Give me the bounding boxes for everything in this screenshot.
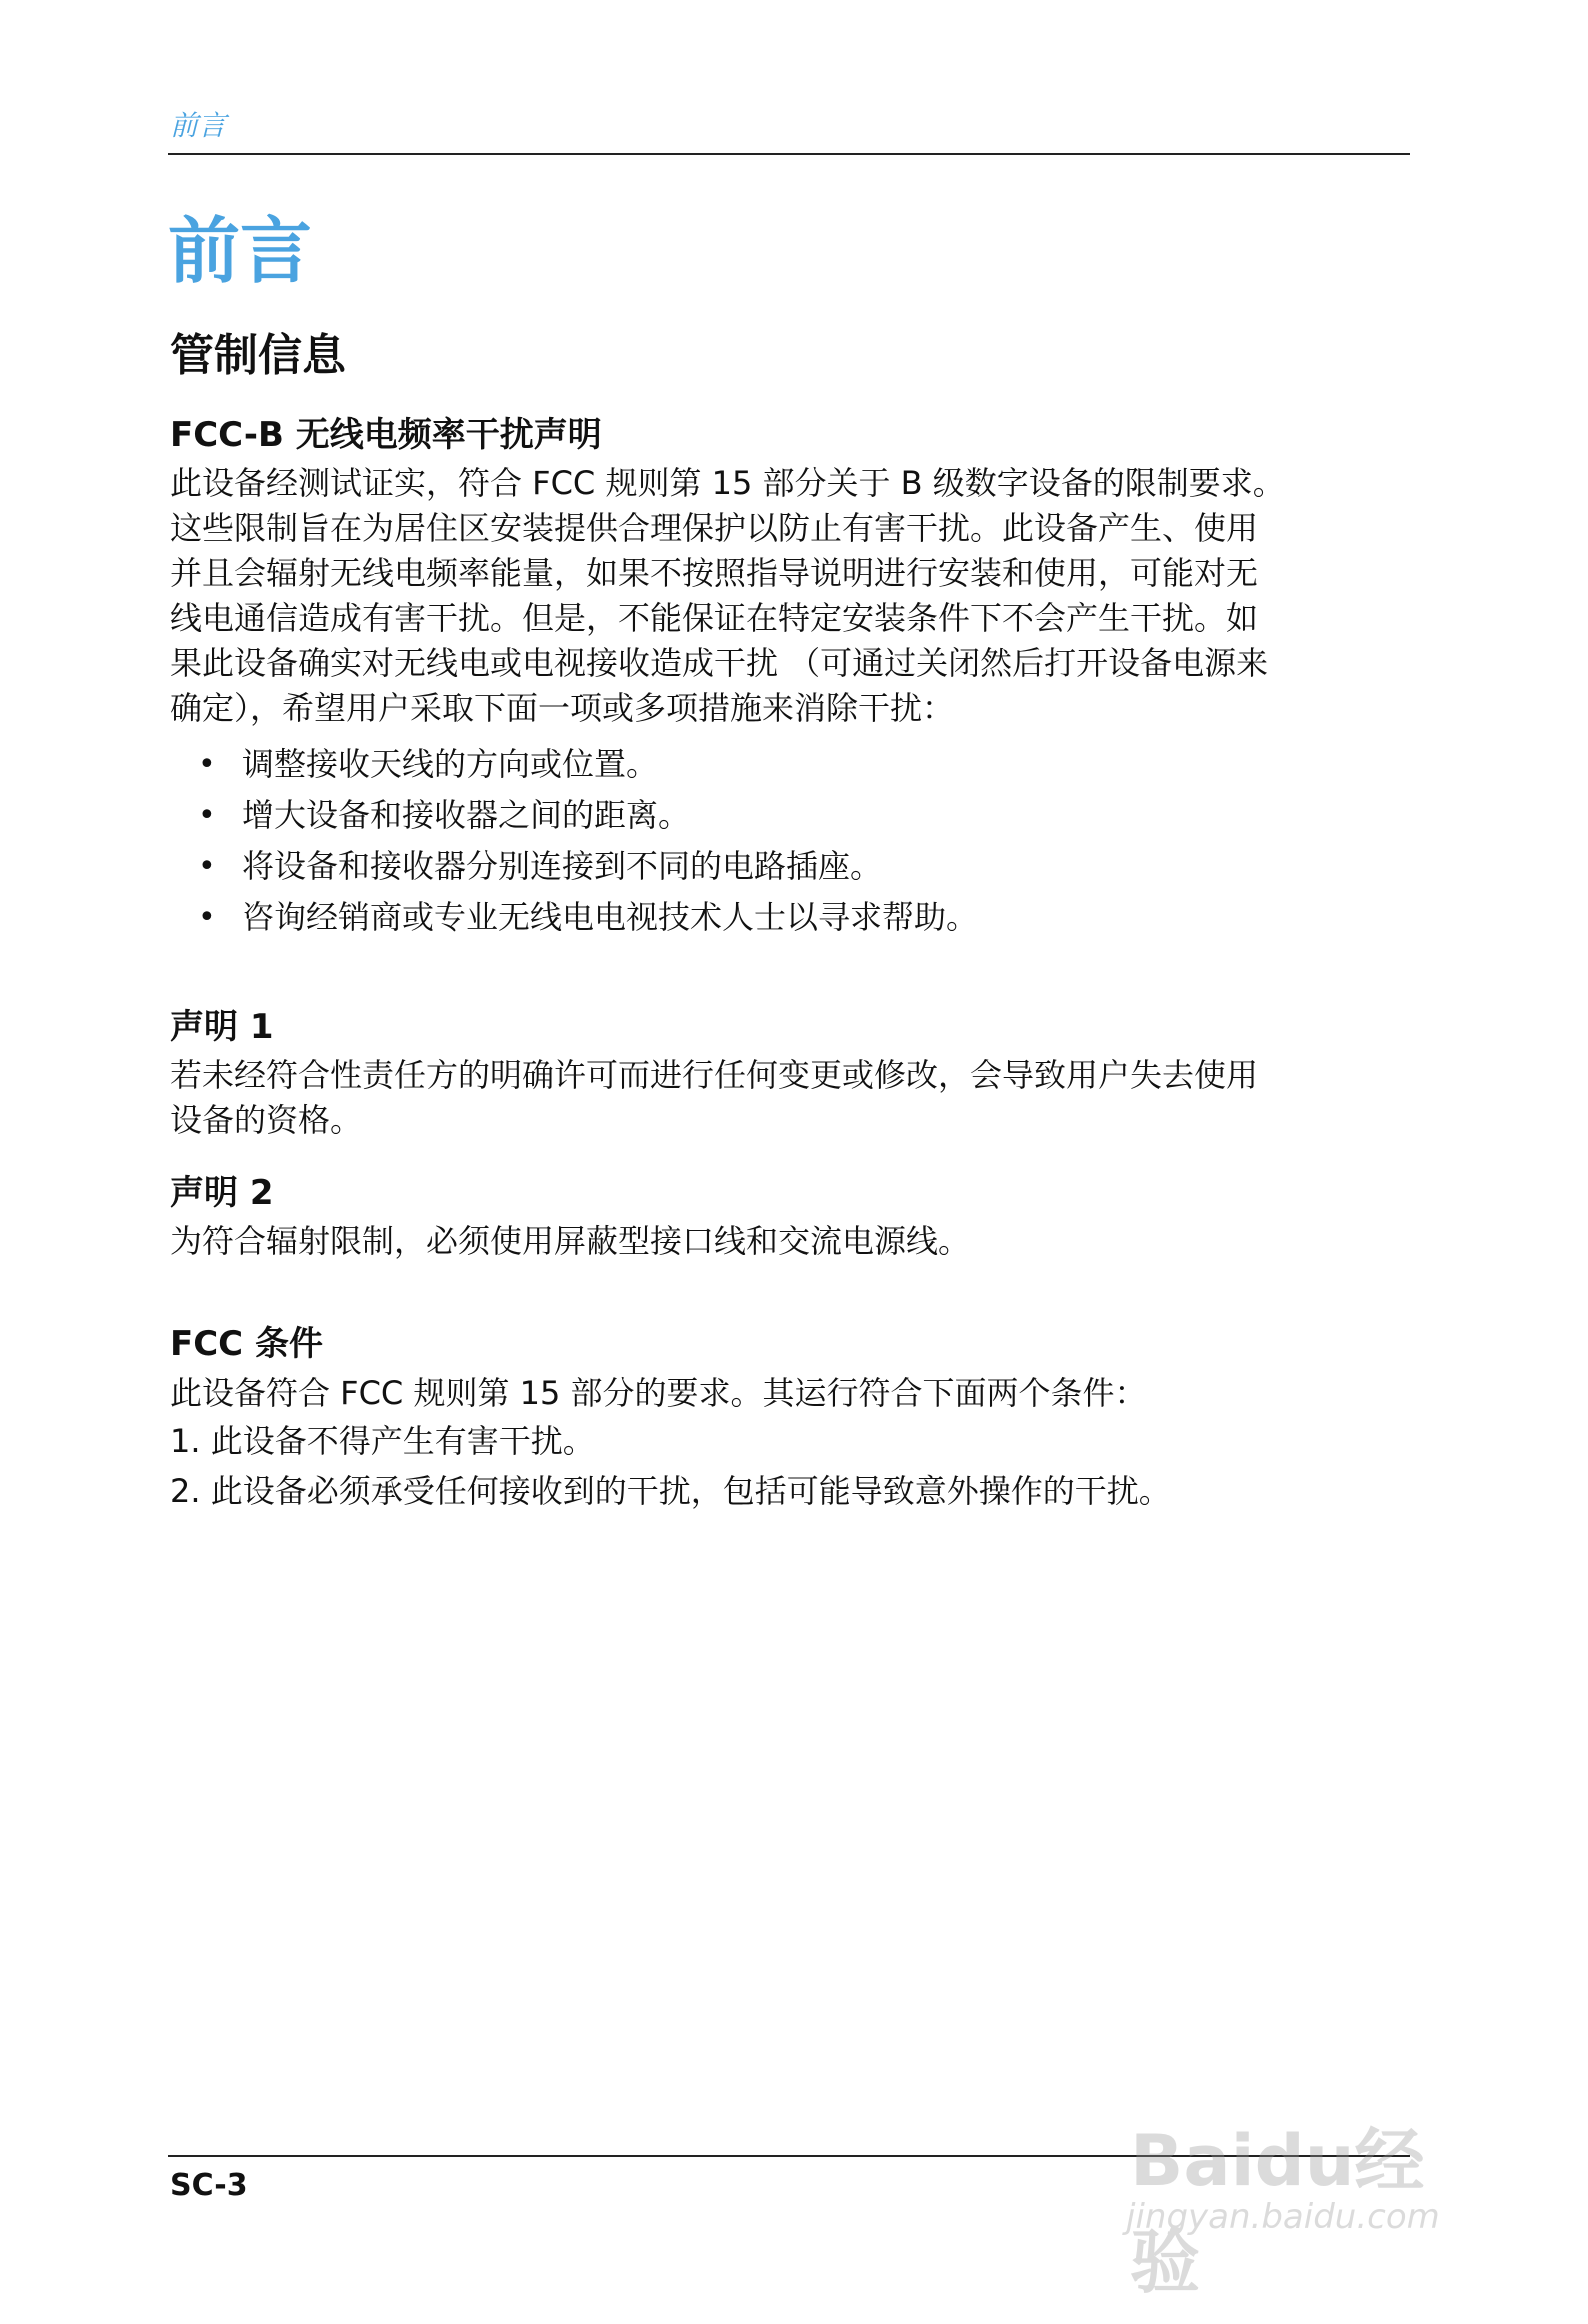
list-item: • 咨询经销商或专业无线电电视技术人士以寻求帮助。 [170,892,1420,943]
remedy-list [170,739,1420,943]
fcc-conditions-line-2: 1. 此设备不得产生有害干扰。 [170,1421,595,1460]
fcc-b-line-1: 此设备经测试证实，符合 FCC 规则第 15 部分关于 B 级数字设备的限制要求。 [170,463,1285,502]
fcc-conditions-line-1: 此设备符合 FCC 规则第 15 部分的要求。其运行符合下面两个条件： [170,1373,1147,1412]
section-heading: 管制信息 [170,330,346,381]
page-title: 前言 [168,209,313,293]
statement2-heading: 声明 2 [170,1173,274,1214]
statement1-line-1: 若未经符合性责任方的明确许可而进行任何变更或修改，会导致用户失去使用 [170,1056,1259,1095]
statement2-line-1: 为符合辐射限制，必须使用屏蔽型接口线和交流电源线。 [170,1222,971,1261]
list-item: • 增大设备和接收器之间的距离。 [170,790,1420,841]
header-rule [168,153,1410,155]
fcc-b-line-5: 果此设备确实对无线电或电视接收造成干扰 （可通过关闭然后打开设备电源来 [170,643,1269,682]
statement1-line-2: 设备的资格。 [170,1101,363,1140]
list-item: • 调整接收天线的方向或位置。 [170,739,1420,790]
fcc-b-line-2: 这些限制旨在为居住区安装提供合理保护以防止有害干扰。此设备产生、使用 [170,508,1259,547]
fcc-b-line-3: 并且会辐射无线电频率能量，如果不按照指导说明进行安装和使用，可能对无 [170,553,1259,592]
fcc-conditions-line-3: 2. 此设备必须承受任何接收到的干扰，包括可能导致意外操作的干扰。 [170,1471,1171,1510]
statement1-heading: 声明 1 [170,1006,274,1047]
baidu-watermark [1120,2085,1480,2303]
page-content [170,330,1420,1516]
fcc-b-line-6: 确定），希望用户采取下面一项或多项措施来消除干扰： [170,688,955,727]
bullet-icon: • [198,797,216,833]
list-item: • 将设备和接收器分别连接到不同的电路插座。 [170,841,1420,892]
running-head: 前言 [170,109,227,142]
fcc-b-heading: FCC-B 无线电频率干扰声明 [170,414,602,455]
watermark-url: jingyan.baidu.com [1126,2197,1440,2237]
fcc-b-line-4: 线电通信造成有害干扰。但是，不能保证在特定安装条件下不会产生干扰。如 [170,598,1259,637]
fcc-conditions-heading: FCC 条件 [170,1324,323,1365]
page-number: SC-3 [170,2168,248,2203]
bullet-icon: • [198,848,216,884]
bullet-icon: • [198,899,216,935]
watermark-brand: Baidu经验 [1130,2120,1425,2303]
bullet-icon: • [198,746,216,782]
